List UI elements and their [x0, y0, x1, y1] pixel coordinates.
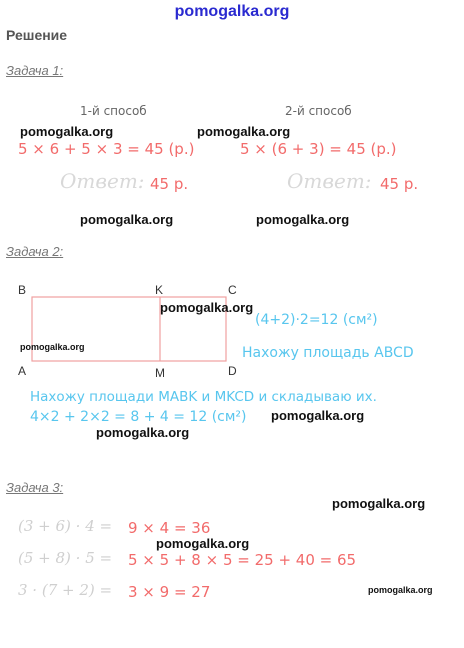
method2-expression: 5 × (6 + 3) = 45 (р.): [240, 140, 397, 158]
answer1-word: Ответ:: [60, 169, 145, 193]
task3-row1-right: 9 × 4 = 36: [128, 519, 211, 537]
vertex-label-m: M: [155, 366, 165, 380]
watermark: pomogalka.org: [271, 408, 365, 423]
area-expression: (4+2)·2=12 (см²): [255, 312, 378, 328]
sum-areas-expression: 4×2 + 2×2 = 8 + 4 = 12 (см²): [30, 409, 247, 425]
method1-expression: 5 × 6 + 5 × 3 = 45 (р.): [18, 140, 195, 158]
task3-row2-right: 5 × 5 + 8 × 5 = 25 + 40 = 65: [128, 551, 357, 569]
answer1-value: 45 р.: [150, 175, 189, 193]
watermark: pomogalka.org: [96, 425, 190, 440]
task1-heading: Задача 1:: [6, 63, 64, 78]
vertex-label-c: C: [228, 283, 237, 297]
watermark: pomogalka.org: [156, 536, 250, 551]
method1-label: 1-й способ: [80, 104, 147, 118]
task3-row2-left: (5 + 8) · 5 =: [18, 549, 113, 567]
vertex-label-d: D: [228, 364, 237, 378]
watermark: pomogalka.org: [20, 124, 114, 139]
sum-areas-text: Нахожу площади MABK и MKCD и складываю их.: [30, 389, 377, 405]
watermark: pomogalka.org: [197, 124, 291, 139]
answer2-word: Ответ:: [287, 169, 372, 193]
watermark: pomogalka.org: [20, 342, 85, 352]
vertex-label-b: B: [18, 283, 27, 297]
site-header-link[interactable]: pomogalka.org: [174, 3, 290, 20]
watermark: pomogalka.org: [80, 212, 174, 227]
watermark: pomogalka.org: [256, 212, 350, 227]
watermark: pomogalka.org: [160, 300, 254, 315]
vertex-label-k: K: [155, 283, 164, 297]
task3-row3-right: 3 × 9 = 27: [128, 583, 211, 601]
watermark: pomogalka.org: [368, 585, 433, 595]
task3-row3-left: 3 · (7 + 2) =: [18, 581, 113, 599]
watermark: pomogalka.org: [332, 496, 426, 511]
vertex-label-a: A: [18, 364, 27, 378]
task2-heading: Задача 2:: [6, 244, 64, 259]
find-area-text: Нахожу площадь ABCD: [242, 345, 414, 361]
method2-label: 2-й способ: [285, 104, 352, 118]
task3-heading: Задача 3:: [6, 480, 64, 495]
page-title: Решение: [6, 27, 68, 43]
answer2-value: 45 р.: [380, 175, 419, 193]
task3-row1-left: (3 + 6) · 4 =: [18, 517, 113, 535]
